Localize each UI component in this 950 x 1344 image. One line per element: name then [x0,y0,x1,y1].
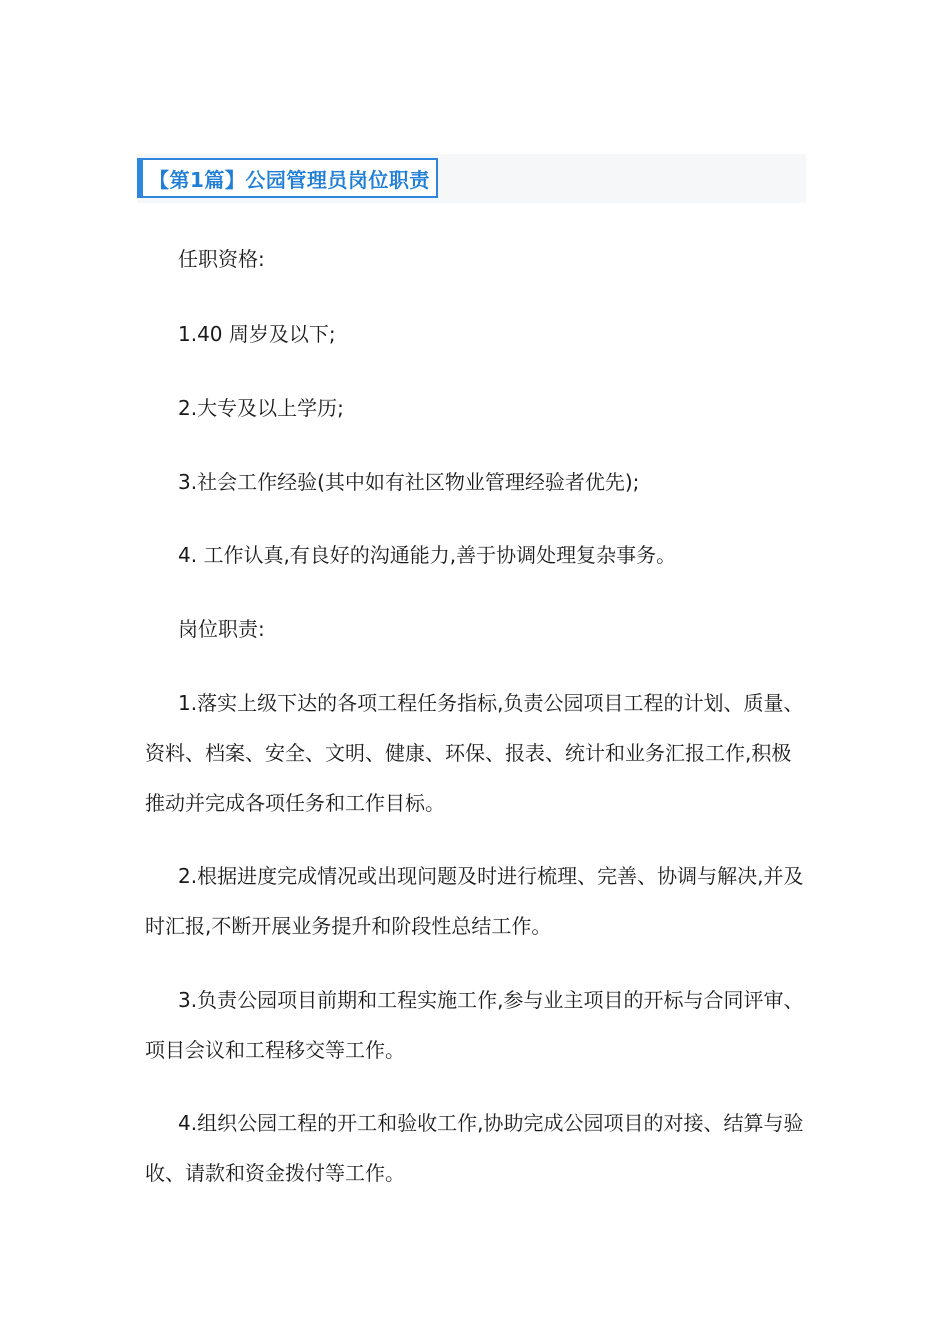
qualification-item-4: 4. 工作认真,有良好的沟通能力,善于协调处理复杂事务。 [178,543,677,567]
page-title: 【第1篇】公园管理员岗位职责 [149,167,430,192]
duties-label: 岗位职责: [178,617,265,641]
qualification-item-2: 2.大专及以上学历; [178,396,344,420]
qualification-item-3: 3.社会工作经验(其中如有社区物业管理经验者优先); [178,470,640,494]
duty-item-4: 4.组织公园工程的开工和验收工作,协助完成公园项目的对接、结算与验收、请款和资金拨付等工作。 [145,1111,804,1185]
duty-item-2: 2.根据进度完成情况或出现问题及时进行梳理、完善、协调与解决,并及时汇报,不断开展业务提升和阶段性总结工作。 [145,864,804,938]
duty-item-1: 1.落实上级下达的各项工程任务指标,负责公园项目工程的计划、质量、资料、档案、安全、文明、健康、环保、报表、统计和业务汇报工作,积极推动并完成各项任务和工作目标。 [145,691,804,815]
qualifications-label: 任职资格: [178,247,265,271]
heading-box [137,158,438,198]
qualification-item-1: 1.40 周岁及以下; [178,322,336,346]
duty-item-3: 3.负责公园项目前期和工程实施工作,参与业主项目的开标与合同评审、项目会议和工程移交等工作。 [145,988,804,1062]
